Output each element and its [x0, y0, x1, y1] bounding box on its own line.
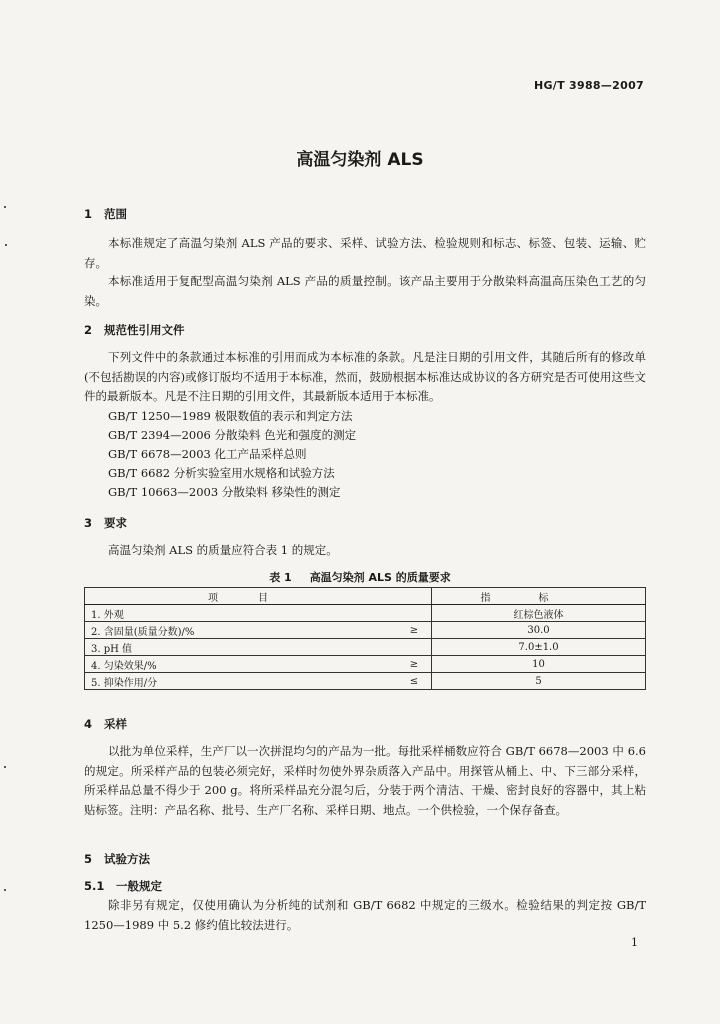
- row-value: 7.0±1.0: [432, 639, 646, 656]
- section-2-heading: [84, 322, 185, 338]
- section-number: 3: [84, 516, 93, 530]
- scan-speck: [4, 766, 6, 768]
- section-number: 1: [84, 207, 93, 221]
- row-item: 2. 含固量(质量分数)/%: [85, 622, 398, 639]
- row-item: 4. 匀染效果/%: [85, 656, 398, 673]
- subsection-number: 5.1: [84, 879, 105, 893]
- reference-item: GB/T 1250—1989 极限数值的表示和判定方法: [108, 409, 353, 423]
- table-number: 表 1: [269, 571, 292, 584]
- header-spec: 指标: [432, 588, 646, 605]
- table-row: [85, 639, 646, 656]
- reference-item: GB/T 10663—2003 分散染料 移染性的测定: [108, 485, 341, 499]
- table-title: 高温匀染剂 ALS 的质量要求: [309, 571, 451, 584]
- standard-number: HG/T 3988—2007: [533, 79, 644, 92]
- page-number: 1: [631, 936, 638, 949]
- row-value: 5: [432, 673, 646, 690]
- table-header-row: [85, 588, 646, 605]
- section-5-heading: [84, 851, 150, 867]
- section-5-1-para-1: 除非另有规定，仅使用确认为分析纯的试剂和 GB/T 6682 中规定的三级水。检验结果的判定按 GB/T 1250—1989 中 5.2 修约值比较法进行。: [84, 898, 646, 932]
- section-title: 采样: [104, 717, 127, 731]
- section-number: 5: [84, 852, 93, 866]
- section-4-para-1: 以批为单位采样，生产厂以一次拼混均匀的产品为一批。每批采样桶数应符合 GB/T 6678—2003 中 6.6 的规定。所采样产品的包装必须完好，采样时勿使外界杂质落入产品中。用探管从桶上、中、下三部分采样，所采样品总量不得少于 200 g。将所采样品充分混匀后，分装于两个清洁、干燥、密封良好的容器中，其上粘贴标签。注明：产品名称、批号、生产厂名称、采样日期、地点。一个供检验，一个保存备查。: [84, 744, 646, 817]
- reference-item: GB/T 6682 分析实验室用水规格和试验方法: [108, 466, 335, 480]
- document-title: 高温匀染剂 ALS: [296, 150, 424, 170]
- section-title: 要求: [104, 516, 127, 530]
- row-symbol: ≤: [397, 673, 432, 690]
- section-3-para-1: 高温匀染剂 ALS 的质量应符合表 1 的规定。: [108, 543, 338, 557]
- row-symbol: [397, 605, 432, 622]
- section-1-para-1: 本标准规定了高温匀染剂 ALS 产品的要求、采样、试验方法、检验规则和标志、标签、包装、运输、贮存。: [84, 236, 646, 270]
- scan-speck: [5, 244, 7, 246]
- section-title: 规范性引用文件: [104, 323, 185, 337]
- row-item: 3. pH 值: [85, 639, 398, 656]
- table-row: [85, 622, 646, 639]
- header-item: 项目: [85, 588, 432, 605]
- table-row: [85, 656, 646, 673]
- reference-item: GB/T 6678—2003 化工产品采样总则: [108, 447, 307, 461]
- row-value: 10: [432, 656, 646, 673]
- table-row: [85, 605, 646, 622]
- section-title: 试验方法: [104, 852, 150, 866]
- row-item: 1. 外观: [85, 605, 398, 622]
- row-symbol: ≥: [397, 622, 432, 639]
- row-symbol: ≥: [397, 656, 432, 673]
- section-1-heading: [84, 206, 127, 222]
- section-title: 范围: [104, 207, 127, 221]
- subsection-title: 一般规定: [116, 879, 162, 893]
- row-symbol: [397, 639, 432, 656]
- scan-speck: [4, 889, 6, 891]
- subsection-5-1-heading: [84, 878, 162, 894]
- row-value: 30.0: [432, 622, 646, 639]
- quality-table: [84, 587, 646, 690]
- row-item: 5. 抑染作用/分: [85, 673, 398, 690]
- table-caption: [0, 569, 720, 585]
- table-row: [85, 673, 646, 690]
- section-number: 2: [84, 323, 93, 337]
- section-4-heading: [84, 716, 127, 732]
- scan-speck: [4, 206, 6, 208]
- section-1-para-2: 本标准适用于复配型高温匀染剂 ALS 产品的质量控制。该产品主要用于分散染料高温高压染色工艺的匀染。: [84, 274, 646, 308]
- section-2-para-1: 下列文件中的条款通过本标准的引用而成为本标准的条款。凡是注日期的引用文件，其随后所有的修改单(不包括勘误的内容)或修订版均不适用于本标准，然而，鼓励根据本标准达成协议的各方研究是否可使用这些文件的最新版本。凡是不注日期的引用文件，其最新版本适用于本标准。: [84, 350, 646, 403]
- row-value: 红棕色液体: [432, 605, 646, 622]
- section-3-heading: [84, 515, 127, 531]
- section-number: 4: [84, 717, 93, 731]
- reference-item: GB/T 2394—2006 分散染料 色光和强度的测定: [108, 428, 357, 442]
